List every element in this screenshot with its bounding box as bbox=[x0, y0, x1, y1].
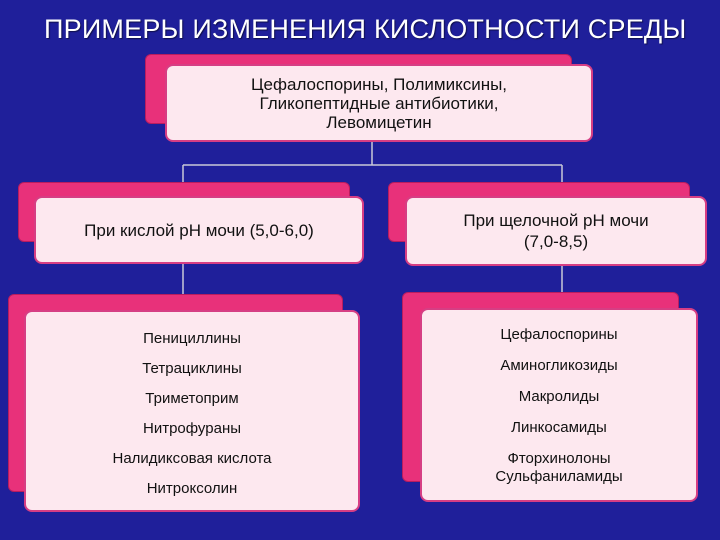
alkaline-drug-list bbox=[495, 326, 622, 485]
alkaline-list-content bbox=[420, 308, 698, 502]
list-item: Налидиксовая кислота bbox=[112, 450, 272, 467]
list-item: Нитроксолин bbox=[146, 480, 238, 497]
slide-title: ПРИМЕРЫ ИЗМЕНЕНИЯ КИСЛОТНОСТИ СРЕДЫ bbox=[44, 14, 687, 44]
top-box-line: Гликопептидные антибиотики, bbox=[259, 93, 499, 113]
list-item: Триметоприм bbox=[145, 390, 239, 407]
list-item: Макролиды bbox=[518, 387, 600, 405]
list-item: Цефалоспорины bbox=[500, 325, 618, 343]
acid-list-content bbox=[24, 310, 360, 512]
list-item: Нитрофураны bbox=[142, 420, 242, 437]
list-item: Тетрациклины bbox=[142, 360, 242, 377]
acid-ph-label: При кислой рН мочи (5,0-6,0) bbox=[84, 220, 314, 240]
acid-drug-list bbox=[112, 325, 271, 497]
list-item: Фторхинолоны bbox=[507, 449, 611, 467]
alkaline-box-content bbox=[405, 196, 707, 266]
top-box-line: Левомицетин bbox=[326, 112, 432, 132]
alkaline-ph-label-line: (7,0-8,5) bbox=[523, 232, 589, 251]
alkaline-ph-label-line: При щелочной рН мочи bbox=[463, 211, 649, 230]
top-box-content bbox=[165, 64, 593, 142]
list-item: Линкосамиды bbox=[511, 418, 607, 436]
list-item: Пенициллины bbox=[143, 330, 241, 347]
top-box-line: Цефалоспорины, Полимиксины, bbox=[250, 74, 508, 94]
acid-box-content bbox=[34, 196, 364, 264]
list-item: Сульфаниламиды bbox=[495, 467, 623, 485]
list-item: Аминогликозиды bbox=[500, 356, 618, 374]
